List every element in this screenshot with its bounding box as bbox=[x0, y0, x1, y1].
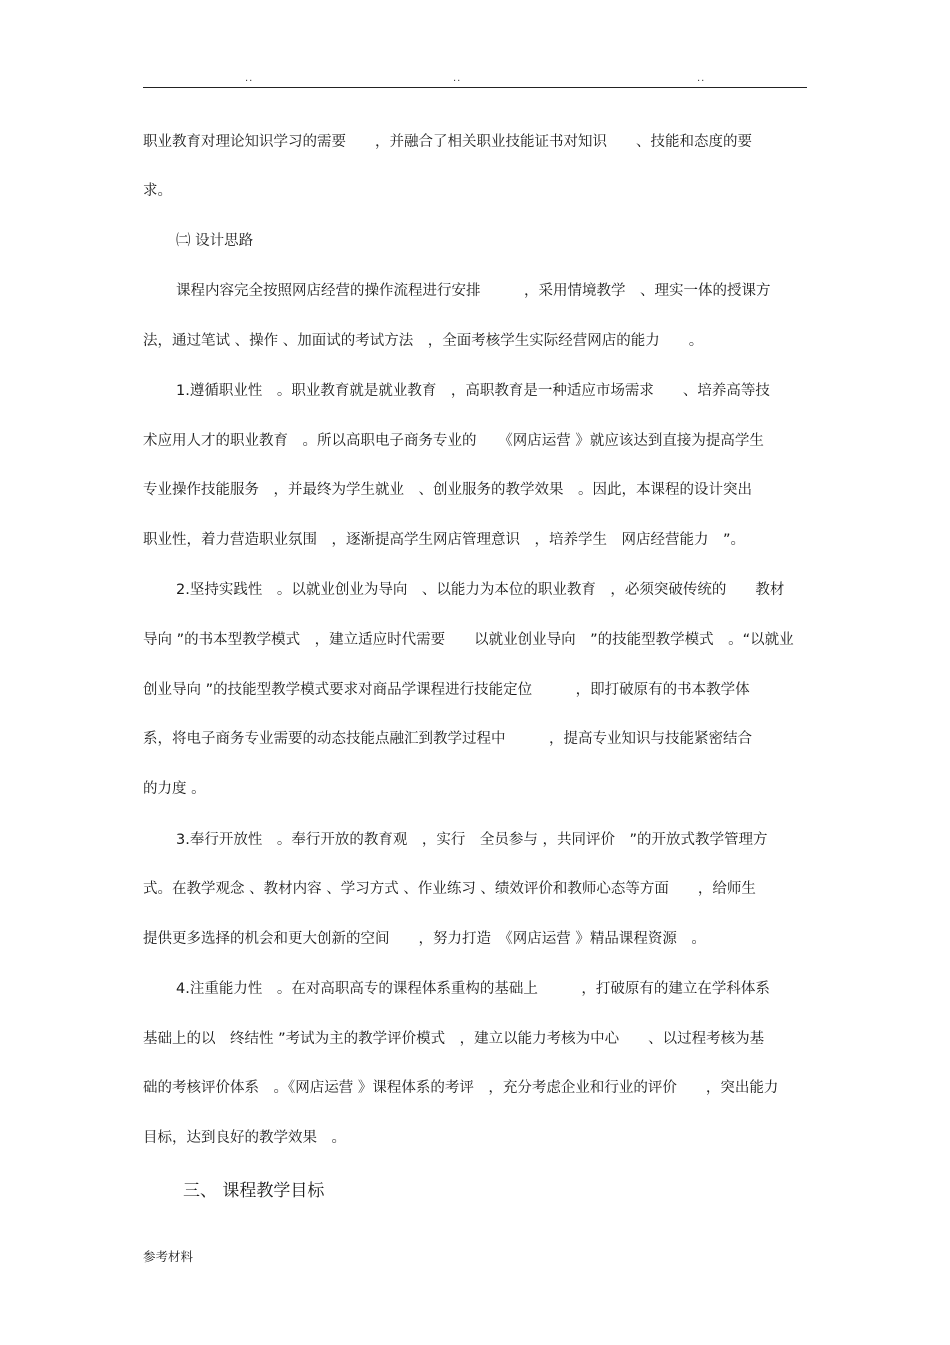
section-heading: 三、 课程教学目标 bbox=[183, 1181, 325, 1201]
text-line: 础的考核评价体系 。《网店运营 》课程体系的考评 ，充分考虑企业和行业的评价 ，突出能力 bbox=[143, 1080, 779, 1096]
header-mark-1: .. bbox=[245, 73, 254, 84]
text-line: 3.奉行开放性 。奉行开放的教育观 ，实行 全员参与 ，共同评价 ”的开放式教学管理方 bbox=[176, 832, 768, 848]
text-line: 2.坚持实践性 。以就业创业为导向 、以能力为本位的职业教育 ，必须突破传统的 教材 bbox=[176, 582, 785, 598]
text-line: 1.遵循职业性 。职业教育就是就业教育 ，高职教育是一种适应市场需求 、培养高等技 bbox=[176, 383, 770, 399]
text-line: 法，通过笔试 、操作 、加面试的考试方法 ，全面考核学生实际经营网店的能力 。 bbox=[143, 333, 704, 349]
text-line: 专业操作技能服务 ，并最终为学生就业 、创业服务的教学效果 。因此，本课程的设计突出 bbox=[143, 482, 752, 498]
text-line: 4.注重能力性 。在对高职高专的课程体系重构的基础上 ，打破原有的建立在学科体系 bbox=[176, 981, 770, 997]
text-line: 系，将电子商务专业需要的动态技能点融汇到教学过程中 ，提高专业知识与技能紧密结合 bbox=[143, 731, 752, 747]
subheading: ㈡ 设计思路 bbox=[176, 233, 254, 249]
text-line: 求。 bbox=[143, 183, 172, 199]
text-line: 职业教育对理论知识学习的需要 ，并融合了相关职业技能证书对知识 、技能和态度的要 bbox=[143, 134, 752, 150]
text-line: 基础上的以 终结性 ”考试为主的教学评价模式 ，建立以能力考核为中心 、以过程考核为基 bbox=[143, 1031, 765, 1047]
text-line: 的力度 。 bbox=[143, 781, 206, 797]
text-line: 创业导向 ”的技能型教学模式要求对商品学课程进行技能定位 ，即打破原有的书本教学体 bbox=[143, 682, 750, 698]
text-line: 目标，达到良好的教学效果 。 bbox=[143, 1130, 346, 1146]
header-rule bbox=[143, 87, 807, 88]
text-line: 导向 ”的书本型教学模式 ，建立适应时代需要 以就业创业导向 ”的技能型教学模式 。“以就业 bbox=[143, 632, 794, 648]
text-line: 提供更多选择的机会和更大创新的空间 ，努力打造 《网店运营 》精品课程资源 。 bbox=[143, 931, 706, 947]
header-mark-3: .. bbox=[697, 73, 706, 84]
text-line: 式。在教学观念 、教材内容 、学习方式 、作业练习 、绩效评价和教师心态等方面 ，给师生 bbox=[143, 881, 756, 897]
text-line: 术应用人才的职业教育 。所以高职电子商务专业的 《网店运营 》就应该达到直接为提高学生 bbox=[143, 433, 764, 449]
header-mark-2: .. bbox=[453, 73, 462, 84]
page-footer: 参考材料 bbox=[143, 1249, 194, 1264]
text-line: 课程内容完全按照网店经营的操作流程进行安排 ，采用情境教学 、理实一体的授课方 bbox=[176, 283, 771, 299]
text-line: 职业性，着力营造职业氛围 ，逐渐提高学生网店管理意识 ，培养学生 网店经营能力 ”。 bbox=[143, 532, 746, 548]
